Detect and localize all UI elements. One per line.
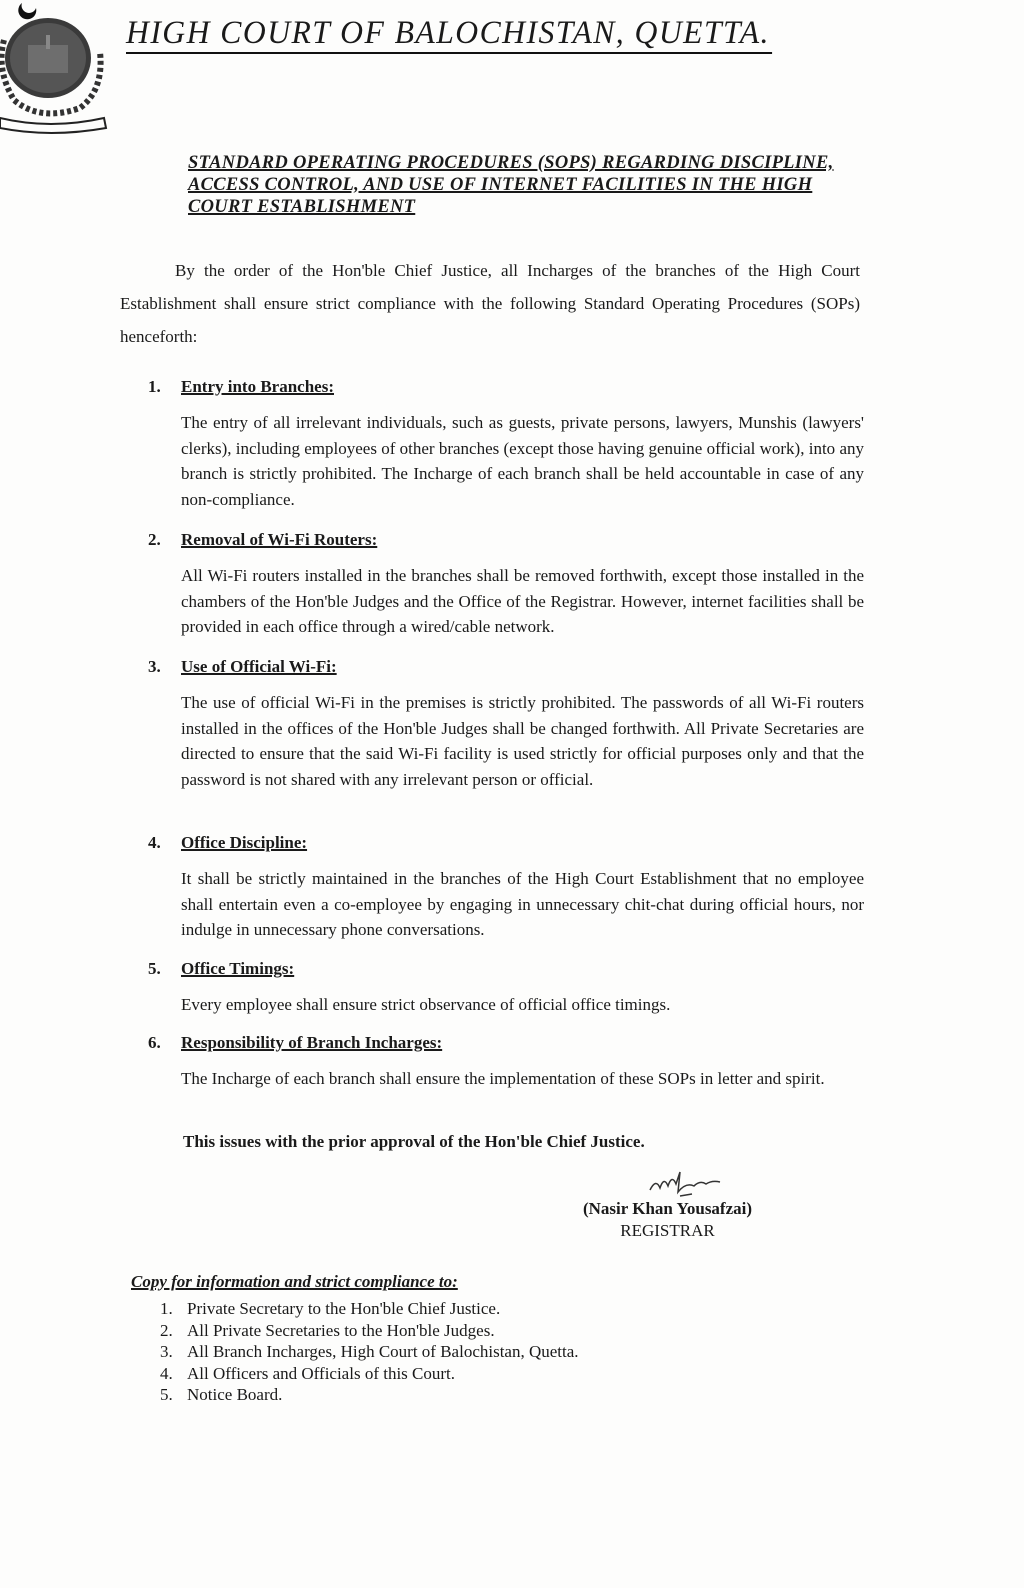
item-body: All Wi-Fi routers installed in the branches shall be removed forthwith, except those installed in the chambers of the Hon'ble Judges and the Office of the Registrar. However, internet facilities shall be provided in each office through a wired/cable network. (181, 566, 864, 636)
item-number: 4. (148, 833, 161, 852)
sop-item-entry-into-branches (148, 376, 864, 512)
item-title: Responsibility of Branch Incharges: (181, 1033, 443, 1052)
subject-line: STANDARD OPERATING PROCEDURES (SOPS) REGARDING DISCIPLINE, (188, 153, 834, 173)
item-body: The use of official Wi-Fi in the premises is strictly prohibited. The passwords of all Wi-Fi routers installed in the offices of the Hon'ble Judges shall be changed forthwith. All Private Secretaries are directed to ensure that the said Wi-Fi facility is used strictly for official purposes only and that the password is not shared with any irrelevant person or official. (181, 693, 864, 789)
item-title: Use of Official Wi-Fi: (181, 657, 337, 676)
list-item: 1. Private Secretary to the Hon'ble Chief Justice. (160, 1299, 501, 1318)
item-number: 3. (148, 657, 161, 676)
item-title: Entry into Branches: (181, 377, 334, 396)
item-number: 2. (148, 530, 161, 549)
item-title: Removal of Wi-Fi Routers: (181, 530, 378, 549)
sop-item-office-timings (148, 958, 864, 1018)
handwritten-signature-icon (640, 1168, 750, 1202)
subject-heading (188, 152, 868, 218)
sop-item-removal-of-wifi-routers (148, 529, 864, 640)
item-body: The Incharge of each branch shall ensure the implementation of these SOPs in letter and spirit. (181, 1069, 825, 1088)
court-name-heading: HIGH COURT OF BALOCHISTAN, QUETTA. (126, 14, 772, 54)
subject-line: COURT ESTABLISHMENT (188, 197, 416, 217)
list-item: 5. Notice Board. (160, 1385, 283, 1404)
intro-paragraph: By the order of the Hon'ble Chief Justice, all Incharges of the branches of the High Court Establishment shall ensure strict compliance with the following Standard Operating Procedures (SOPs) henceforth: (120, 261, 860, 346)
item-title: Office Timings: (181, 959, 295, 978)
court-emblem-icon (0, 0, 118, 138)
list-item: 2. All Private Secretaries to the Hon'ble Judges. (160, 1320, 495, 1340)
signatory-title: REGISTRAR (620, 1221, 715, 1240)
item-body: The entry of all irrelevant individuals, such as guests, private persons, lawyers, Munshis (lawyers' clerks), including employees of other branches (except those having genuine official work), into any branch is strictly prohibited. The Incharge of each branch shall be held accountable in case of any non-compliance. (181, 413, 864, 509)
copy-recipient-list (160, 1298, 579, 1406)
item-number: 6. (148, 1033, 161, 1052)
copy-to-heading: Copy for information and strict compliance to: (131, 1272, 458, 1291)
item-number: 5. (148, 959, 161, 978)
sop-item-responsibility-of-branch-incharges (148, 1032, 864, 1092)
list-item: 3. All Branch Incharges, High Court of Balochistan, Quetta. (160, 1342, 579, 1361)
sop-item-use-of-official-wifi (148, 656, 864, 792)
list-item: 4. All Officers and Officials of this Court. (160, 1363, 456, 1383)
subject-line: ACCESS CONTROL, AND USE OF INTERNET FACILITIES IN THE HIGH (188, 175, 813, 195)
sop-item-office-discipline (148, 832, 864, 943)
item-body: Every employee shall ensure strict observance of official office timings. (181, 995, 671, 1014)
item-title: Office Discipline: (181, 833, 308, 852)
item-body: It shall be strictly maintained in the branches of the High Court Establishment that no employee shall entertain even a co-employee by engaging in unnecessary chit-chat during official hours, nor indulge in unnecessary phone conversations. (181, 869, 864, 939)
signatory-name: (Nasir Khan Yousafzai) (582, 1199, 753, 1218)
item-number: 1. (148, 377, 161, 396)
approval-statement: This issues with the prior approval of the Hon'ble Chief Justice. (183, 1132, 645, 1151)
